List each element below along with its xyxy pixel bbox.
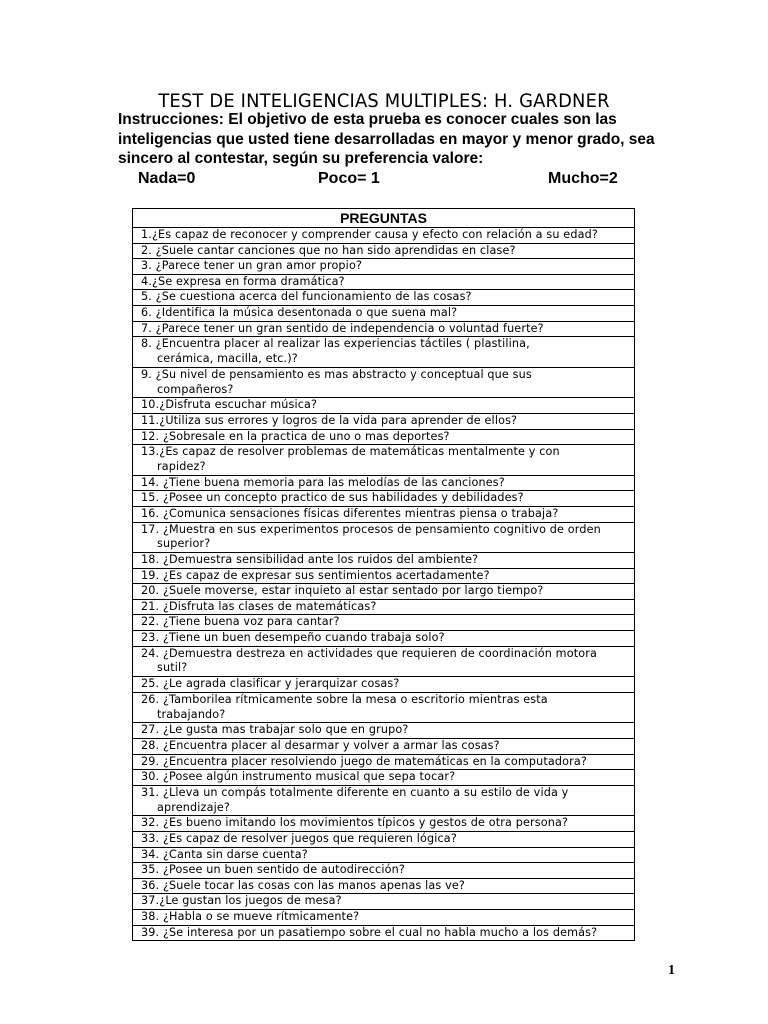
question-cell (133, 692, 635, 723)
table-row (133, 522, 635, 553)
question-text-continuation: sutil? (157, 661, 188, 675)
table-row (133, 475, 635, 491)
table-row (133, 259, 635, 275)
question-cell: 32. ¿Es bueno imitando los movimientos típicos y gestos de otra persona? (133, 816, 635, 832)
question-text-continuation: trabajando? (157, 707, 226, 721)
table-row (133, 429, 635, 445)
question-cell: 37.¿Le gustan los juegos de mesa? (133, 894, 635, 910)
question-cell (133, 367, 635, 398)
page-number: 1 (668, 963, 675, 978)
question-cell: 22. ¿Tiene buena voz para cantar? (133, 615, 635, 631)
table-row (133, 274, 635, 290)
question-cell: 39. ¿Se interesa por un pasatiempo sobre el cual no habla mucho a los demás? (133, 925, 635, 941)
question-text: 26. ¿Tamborilea rítmicamente sobre la mesa o escritorio mientras esta (141, 692, 548, 706)
table-row (133, 739, 635, 755)
question-cell: 5. ¿Se cuestiona acerca del funcionamiento de las cosas? (133, 290, 635, 306)
question-cell: 10.¿Disfruta escuchar música? (133, 398, 635, 414)
table-row (133, 491, 635, 507)
question-cell: 35. ¿Posee un buen sentido de autodirección? (133, 863, 635, 879)
question-cell: 7. ¿Parece tener un gran sentido de independencia o voluntad fuerte? (133, 321, 635, 337)
scale-poco: Poco= 1 (318, 170, 380, 187)
question-cell: 14. ¿Tiene buena memoria para las melodías de las canciones? (133, 475, 635, 491)
question-text-continuation: superior? (157, 537, 211, 551)
question-cell (133, 337, 635, 368)
table-row (133, 599, 635, 615)
table-row (133, 228, 635, 244)
table-row (133, 584, 635, 600)
question-cell (133, 522, 635, 553)
table-row (133, 337, 635, 368)
scale-nada: Nada=0 (138, 170, 196, 187)
table-row (133, 878, 635, 894)
table-row (133, 723, 635, 739)
table-row (133, 568, 635, 584)
scale-mucho: Mucho=2 (548, 170, 618, 187)
table-row (133, 754, 635, 770)
table-row (133, 894, 635, 910)
table-row (133, 847, 635, 863)
question-cell: 12. ¿Sobresale en la practica de uno o mas deportes? (133, 429, 635, 445)
question-text-continuation: rapidez? (157, 459, 206, 473)
table-row (133, 909, 635, 925)
table-row (133, 832, 635, 848)
table-row (133, 925, 635, 941)
table-header-preguntas: PREGUNTAS (133, 209, 635, 228)
questions-table (132, 208, 635, 941)
question-cell: 33. ¿Es capaz de resolver juegos que requieren lógica? (133, 832, 635, 848)
table-row (133, 631, 635, 647)
question-cell: 25. ¿Le agrada clasificar y jerarquizar cosas? (133, 677, 635, 693)
table-header-row (133, 209, 635, 228)
question-cell: 38. ¿Habla o se mueve rítmicamente? (133, 909, 635, 925)
question-cell: 11.¿Utiliza sus errores y logros de la vida para aprender de ellos? (133, 413, 635, 429)
question-cell: 30. ¿Posee algún instrumento musical que sepa tocar? (133, 770, 635, 786)
question-cell: 16. ¿Comunica sensaciones físicas diferentes mientras piensa o trabaja? (133, 506, 635, 522)
question-text-continuation: cerámica, macilla, etc.)? (157, 351, 298, 365)
table-row (133, 785, 635, 816)
question-cell: 20. ¿Suele moverse, estar inquieto al estar sentado por largo tiempo? (133, 584, 635, 600)
question-text: 13.¿Es capaz de resolver problemas de matemáticas mentalmente y con (141, 445, 560, 459)
table-row (133, 243, 635, 259)
question-text: 17. ¿Muestra en sus experimentos procesos de pensamiento cognitivo de orden (141, 522, 601, 536)
question-text: 24. ¿Demuestra destreza en actividades que requieren de coordinación motora (141, 646, 597, 660)
table-row (133, 413, 635, 429)
question-cell (133, 445, 635, 476)
question-cell: 6. ¿Identifica la música desentonada o que suena mal? (133, 305, 635, 321)
question-text-continuation: compañeros? (157, 382, 234, 396)
table-row (133, 646, 635, 677)
table-row (133, 692, 635, 723)
question-cell: 18. ¿Demuestra sensibilidad ante los ruidos del ambiente? (133, 553, 635, 569)
question-cell: 21. ¿Disfruta las clases de matemáticas? (133, 599, 635, 615)
table-row (133, 770, 635, 786)
table-row (133, 677, 635, 693)
question-cell: 1.¿Es capaz de reconocer y comprender causa y efecto con relación a su edad? (133, 228, 635, 244)
page-title: TEST DE INTELIGENCIAS MULTIPLES: H. GARDNER (158, 90, 610, 112)
question-text: 31. ¿Lleva un compás totalmente diferente en cuanto a su estilo de vida y (141, 785, 569, 799)
instructions-text: Instrucciones: El objetivo de esta prueba es conocer cuales son las inteligencias que usted tiene desarrolladas en mayor y menor grado, sea sincero al contestar, según su preferencia valore: (118, 111, 655, 167)
table-row (133, 367, 635, 398)
table-row (133, 290, 635, 306)
question-cell: 28. ¿Encuentra placer al desarmar y volver a armar las cosas? (133, 739, 635, 755)
question-cell: 4.¿Se expresa en forma dramática? (133, 274, 635, 290)
question-cell: 29. ¿Encuentra placer resolviendo juego de matemáticas en la computadora? (133, 754, 635, 770)
table-row (133, 445, 635, 476)
question-text-continuation: aprendizaje? (157, 800, 230, 814)
question-cell (133, 785, 635, 816)
question-cell: 23. ¿Tiene un buen desempeño cuando trabaja solo? (133, 631, 635, 647)
table-row (133, 816, 635, 832)
table-row (133, 863, 635, 879)
question-cell: 15. ¿Posee un concepto practico de sus habilidades y debilidades? (133, 491, 635, 507)
table-row (133, 321, 635, 337)
table-row (133, 398, 635, 414)
question-text: 8. ¿Encuentra placer al realizar las experiencias táctiles ( plastilina, (141, 337, 530, 351)
table-row (133, 506, 635, 522)
question-cell: 36. ¿Suele tocar las cosas con las manos apenas las ve? (133, 878, 635, 894)
table-row (133, 553, 635, 569)
table-row (133, 615, 635, 631)
question-cell: 27. ¿Le gusta mas trabajar solo que en grupo? (133, 723, 635, 739)
question-cell (133, 646, 635, 677)
question-cell: 34. ¿Canta sin darse cuenta? (133, 847, 635, 863)
question-cell: 2. ¿Suele cantar canciones que no han sido aprendidas en clase? (133, 243, 635, 259)
rating-scale (0, 170, 768, 190)
question-cell: 19. ¿Es capaz de expresar sus sentimientos acertadamente? (133, 568, 635, 584)
question-cell: 3. ¿Parece tener un gran amor propio? (133, 259, 635, 275)
question-text: 9. ¿Su nivel de pensamiento es mas abstracto y conceptual que sus (141, 367, 532, 381)
questions-body (133, 228, 635, 941)
table-row (133, 305, 635, 321)
